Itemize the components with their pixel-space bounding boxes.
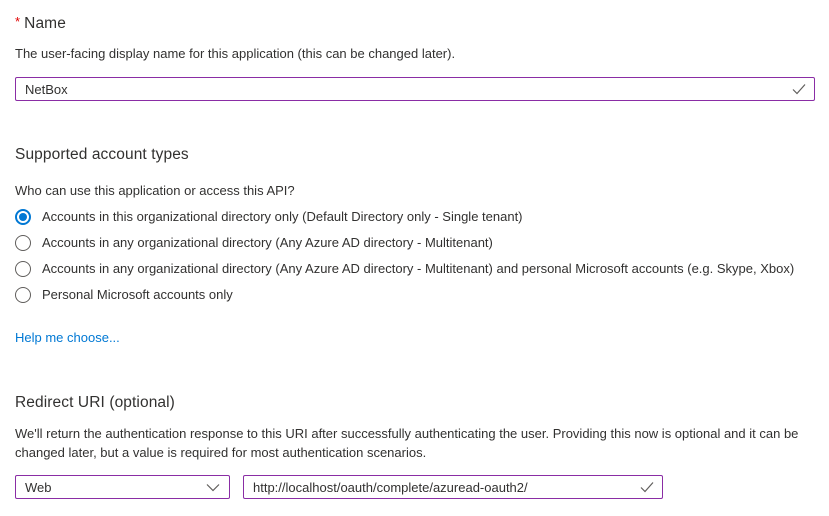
redirect-uri-row bbox=[15, 475, 815, 499]
account-types-question: Who can use this application or access this API? bbox=[15, 183, 295, 198]
platform-select[interactable] bbox=[15, 475, 230, 499]
chevron-down-icon bbox=[206, 483, 220, 492]
account-types-title: Supported account types bbox=[15, 146, 189, 163]
radio-option-single-tenant[interactable] bbox=[15, 204, 815, 230]
name-section-title bbox=[15, 12, 815, 34]
radio-button-icon[interactable] bbox=[15, 261, 31, 277]
account-type-radio-group bbox=[15, 204, 815, 308]
radio-option-label: Accounts in any organizational directory (Any Azure AD directory - Multitenant) and personal Microsoft accounts (e.g. Skype, Xbox) bbox=[42, 261, 795, 276]
radio-option-label: Personal Microsoft accounts only bbox=[42, 287, 233, 302]
radio-option-label: Accounts in any organizational directory (Any Azure AD directory - Multitenant) bbox=[42, 235, 493, 250]
radio-option-multitenant-personal[interactable] bbox=[15, 256, 815, 282]
help-me-choose-link[interactable]: Help me choose... bbox=[15, 330, 120, 345]
redirect-uri-title: Redirect URI (optional) bbox=[15, 394, 175, 411]
name-input-container bbox=[15, 77, 815, 101]
radio-option-personal-only[interactable] bbox=[15, 282, 815, 308]
radio-button-icon[interactable] bbox=[15, 287, 31, 303]
required-asterisk: * bbox=[15, 14, 21, 29]
name-input[interactable] bbox=[15, 77, 815, 101]
redirect-uri-description: We'll return the authentication response to this URI after successfully authenticating the user. Providing this now is optional and it can be changed later, but a value is required for most authentication scenarios. bbox=[15, 426, 799, 460]
radio-button-icon[interactable] bbox=[15, 235, 31, 251]
platform-select-value: Web bbox=[25, 479, 52, 495]
radio-option-label: Accounts in this organizational directory only (Default Directory only - Single tenant) bbox=[42, 209, 523, 224]
redirect-uri-input-container bbox=[243, 475, 663, 499]
name-title-text: Name bbox=[24, 15, 66, 32]
radio-button-icon[interactable] bbox=[15, 209, 31, 225]
redirect-uri-input[interactable] bbox=[243, 475, 663, 499]
radio-option-multitenant[interactable] bbox=[15, 230, 815, 256]
name-description: The user-facing display name for this application (this can be changed later). bbox=[15, 46, 456, 61]
